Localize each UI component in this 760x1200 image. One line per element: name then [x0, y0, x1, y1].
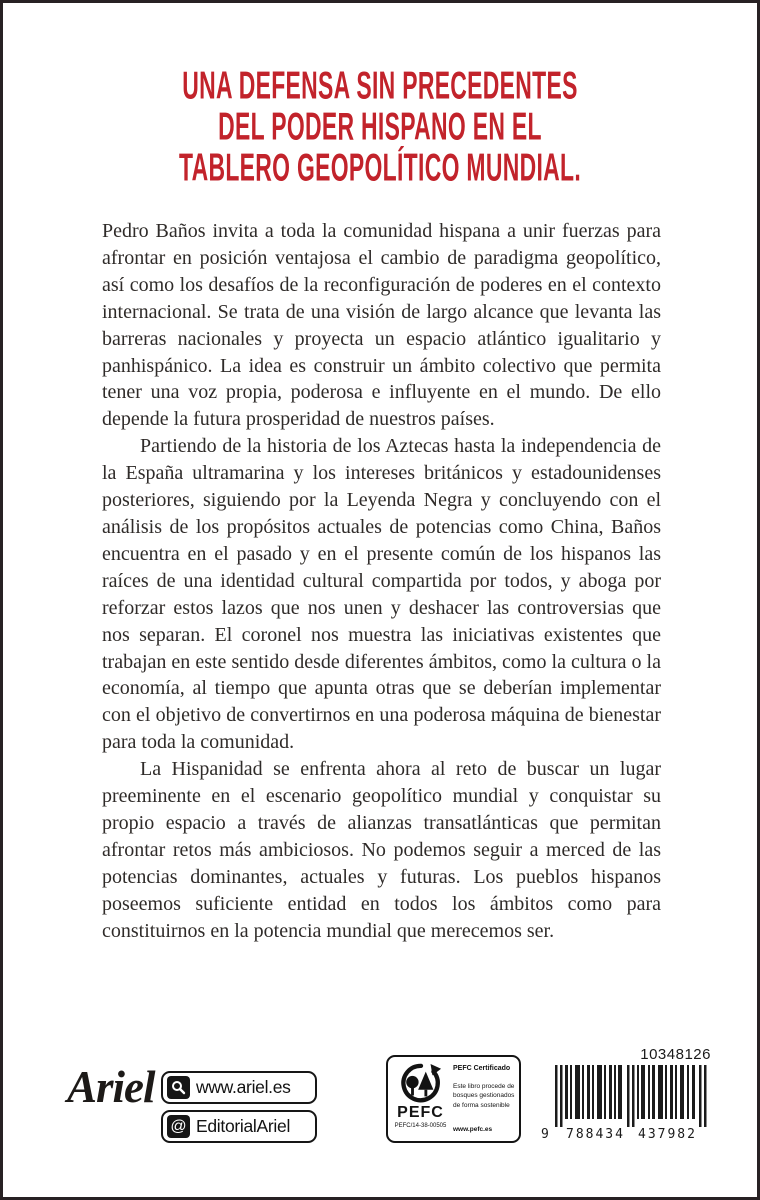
barcode-block	[539, 1046, 713, 1143]
tagline	[3, 65, 757, 188]
ean13-barcode	[539, 1065, 713, 1143]
website-badge-label: www.ariel.es	[196, 1077, 291, 1097]
isbn-left-group: 788434	[566, 1127, 625, 1142]
tagline-line-2: DEL PODER HISPANO EN EL	[218, 105, 542, 148]
pefc-description: Este libro procede de bosques gestionados de forma sostenible	[453, 1083, 515, 1109]
synopsis-paragraph-3: La Hispanidad se enfrenta ahora al reto de buscar un lugar preeminente en el escenario geopolítico mundial y conquistar su propio espacio a través de alianzas transatlánticas que permitan afrontar retos más ambiciosos. No podemos seguir a merced de las potencias dominantes, actuales y futuras. Los pueblos hispanos poseemos suficiente entidad en todos los ámbitos como para constituirnos en la potencia mundial que merecemos ser.	[102, 758, 661, 942]
pefc-trees-icon	[397, 1063, 445, 1105]
ariel-logo: Ariel	[67, 1062, 155, 1112]
synopsis-paragraph-2: Partiendo de la historia de los Aztecas hasta la independencia de la España ultramarina y los intereses británicos y estadounidenses posteriores, siguiendo por la Leyenda Negra y concluyendo con el análisis de los propósitos actuales de potencias como China, Baños encuentra en el pasado y en el presente común de los hispanos las raíces de una identidad cultural compartida por todos, y aboga por reforzar estos lazos que nos unen y deshacer las controversias que nos separan. El coronel nos muestra las iniciativas existentes que trabajan en este sentido desde diferentes ámbitos, como la cultura o la economía, al tiempo que apunta otras que se deberían implementar con el objetivo de convertirnos en una poderosa máquina de bienestar para toda la comunidad.	[102, 435, 661, 754]
publisher-badges	[161, 1071, 317, 1149]
pefc-certified-label: PEFC Certificado	[453, 1065, 511, 1072]
isbn-first-digit: 9	[541, 1127, 551, 1142]
tagline-line-3: TABLERO GEOPOLÍTICO MUNDIAL.	[178, 146, 582, 189]
isbn-right-group: 437982	[638, 1127, 697, 1142]
at-icon: @	[167, 1115, 190, 1138]
social-badge-label: EditorialAriel	[196, 1116, 291, 1136]
synopsis-paragraph-1: Pedro Baños invita a toda la comunidad hispana a unir fuerzas para afrontar en posición ventajosa el cambio de paradigma geopolítico, así como los desafíos de la reconfiguración de poderes en el contexto internacional. Se trata de una visión de largo alcance que levanta las barreras nacionales y proyecta un espacio atlántico igualitario y panhispánico. La idea es construir un ámbito colectivo que permita tener una voz propia, poderosa e influyente en el mundo. De ello depende la futura prosperidad de nuestros países.	[102, 220, 661, 431]
pefc-certificate-code: PEFC/14-38-00505	[394, 1122, 447, 1129]
pefc-certification-box	[386, 1055, 521, 1143]
synopsis	[102, 218, 661, 944]
pefc-wordmark: PEFC	[397, 1104, 444, 1121]
pefc-website: www.pefc.es	[453, 1126, 493, 1133]
tagline-line-1: UNA DEFENSA SIN PRECEDENTES	[182, 64, 578, 107]
website-badge[interactable]	[161, 1071, 317, 1104]
social-badge[interactable]	[161, 1110, 317, 1143]
pefc-text-column	[447, 1062, 515, 1137]
product-code: 10348126	[640, 1046, 711, 1063]
search-icon	[167, 1076, 190, 1099]
pefc-logo-column	[394, 1062, 447, 1137]
